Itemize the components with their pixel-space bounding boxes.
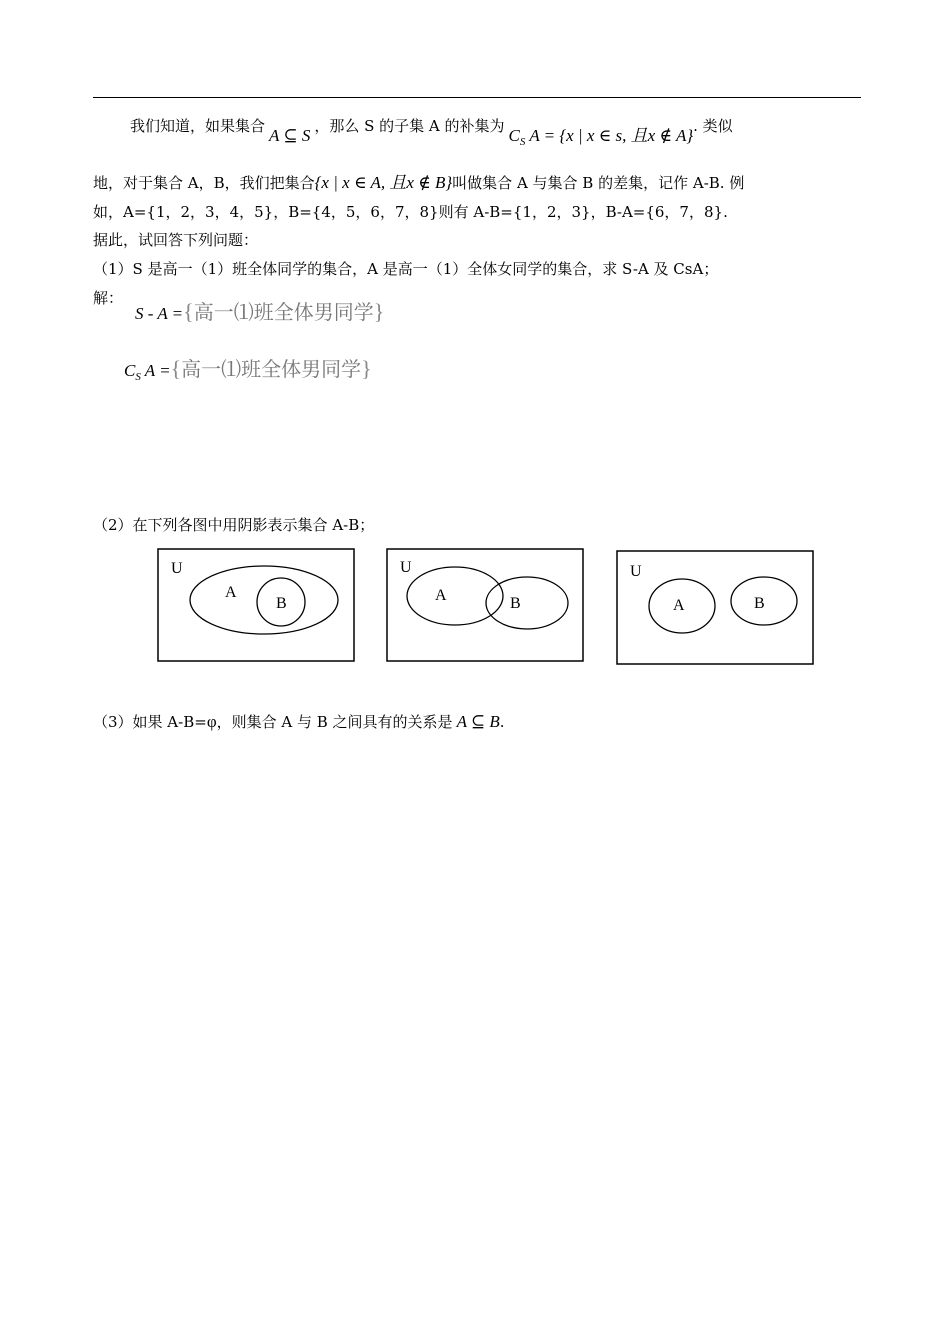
complement-definition: $C_S$ A = {x | x ∈ s, 且x ∉ A} (508, 126, 694, 148)
header-rule (93, 97, 861, 98)
universe-label: U (630, 563, 642, 580)
set-b-label: B (754, 595, 765, 612)
set-a-ellipse (407, 567, 503, 625)
question-1: （1）S 是高一（1）班全体同学的集合，A 是高一（1）全体女同学的集合，求 S-A 及 CsA； (93, 260, 719, 278)
universe-rect (387, 549, 583, 661)
universe-label: U (400, 559, 412, 576)
answer-2-body: 高一⑴班全体男同学 (181, 359, 362, 381)
subset-expression: A ⊆ S (269, 126, 311, 145)
venn-figure-subset (157, 548, 356, 664)
empty-set-symbol: φ (206, 712, 217, 731)
venn-figure-disjoint (616, 550, 816, 668)
intro-line-3: 如，A={1，2，3，4，5}，B={4，5，6，7，8}则有 A-B={1，2，3}，B-A={6，7，8}. (93, 203, 728, 221)
venn-figure-overlap (386, 548, 586, 664)
question-2: （2）在下列各图中用阴影表示集合 A-B； (93, 516, 375, 534)
set-a-label: A (225, 584, 237, 601)
set-a-ellipse (190, 566, 338, 634)
set-b-label: B (276, 595, 287, 612)
intro-text: . 类似 (693, 117, 733, 135)
universe-label: U (171, 560, 183, 577)
intro-line-4: 据此，试回答下列问题： (93, 231, 259, 249)
question-3: （3）如果 A-B=φ，则集合 A 与 B 之间具有的关系是 A ⊆ B. (93, 712, 505, 731)
set-a-label: A (435, 587, 447, 604)
answer-1: S - A ={高一⑴班全体男同学} (135, 299, 385, 324)
intro-line-1 (130, 116, 733, 148)
set-a-label: A (673, 597, 685, 614)
intro-text: 我们知道，如果集合 (130, 117, 266, 135)
answer-3: A ⊆ B (456, 712, 500, 731)
set-b-label: B (510, 595, 521, 612)
solution-label: 解： (93, 289, 124, 307)
answer-2: $C_S$ A ={高一⑴班全体男同学} (124, 356, 372, 383)
set-b-ellipse (486, 577, 568, 629)
answer-1-lhs: S - A = (135, 304, 184, 323)
intro-text: ，那么 S 的子集 A 的补集为 (314, 117, 505, 135)
answer-1-body: 高一⑴班全体男同学 (193, 302, 374, 324)
difference-definition: {x | x ∈ A, 且x ∉ B} (314, 173, 453, 192)
intro-line-2: 地，对于集合 A，B，我们把集合{x | x ∈ A, 且x ∉ B}叫做集合 A 与集合 B 的差集，记作 A-B. 例 (93, 173, 745, 192)
answer-2-lhs: $C_S$ A = (124, 361, 171, 383)
